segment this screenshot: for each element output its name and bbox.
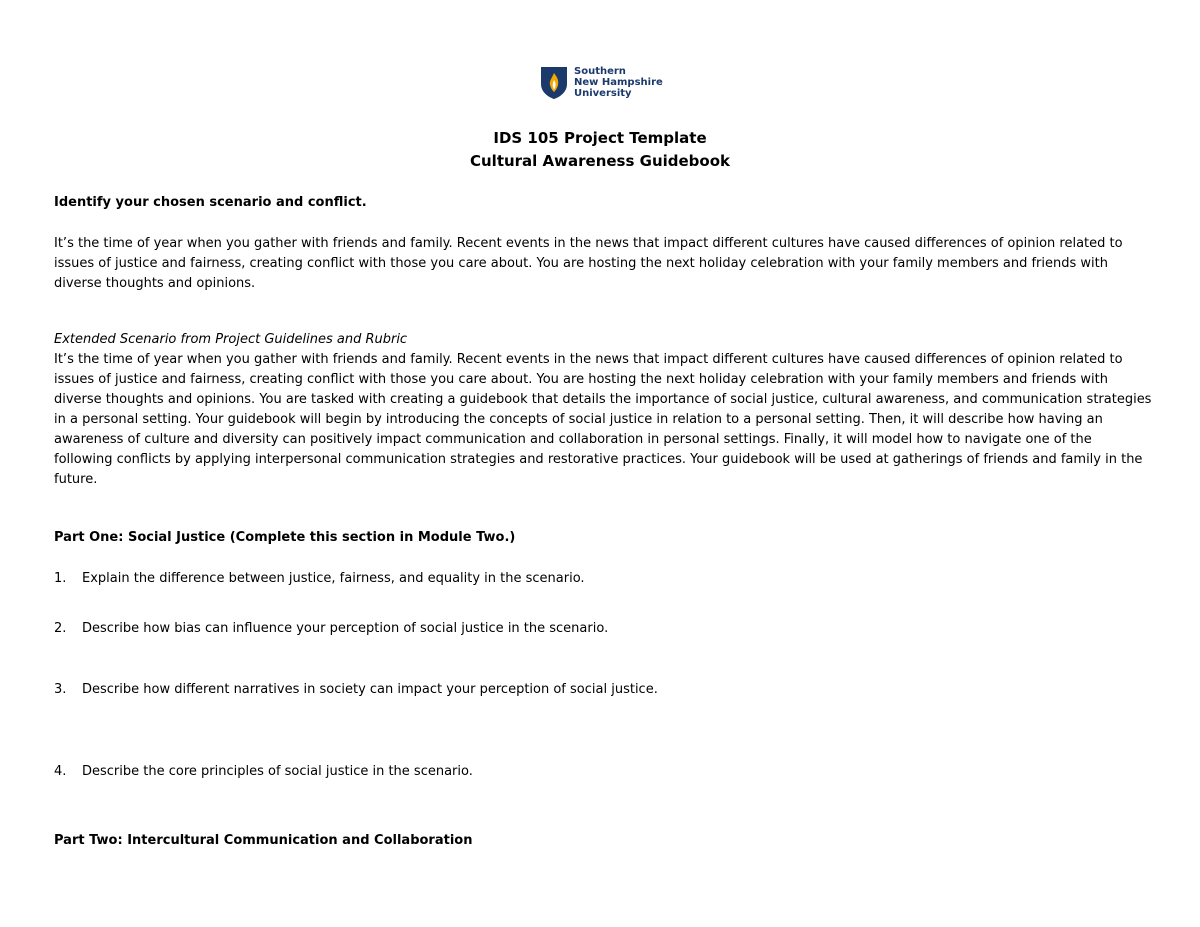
scenario-paragraph: It’s the time of year when you gather with friends and family. Recent events in the news that impact different cultures have caused differences of opinion related to issues of justice and fairness, creating conflict with those you care about. You are hosting the next holiday celebration with your family members and friends with diverse thoughts and opinions. [54,236,1123,291]
list-item [54,569,585,589]
list-text: Explain the difference between justice, fairness, and equality in the scenario. [82,571,585,586]
snhu-logo [540,66,663,100]
extended-scenario-heading: Extended Scenario from Project Guidelines and Rubric [54,332,408,347]
list-text: Describe how different narratives in society can impact your perception of social justice. [82,682,658,697]
logo-line-3: University [574,88,632,99]
logo-line-2: New Hampshire [574,77,663,88]
shield-flame-icon [540,66,568,100]
list-number: 4. [54,764,67,779]
list-number: 2. [54,621,67,636]
logo-line-1: Southern [574,66,626,77]
part-two-heading: Part Two: Intercultural Communication and Collaboration [54,833,473,848]
list-text: Describe the core principles of social justice in the scenario. [82,764,473,779]
extended-scenario-paragraph: It’s the time of year when you gather with friends and family. Recent events in the news that impact different cultures have caused differences of opinion related to issues of justice and fairness, creating conflict with those you care about. You are hosting the next holiday celebration with your family members and friends with diverse thoughts and opinions. You are tasked with creating a guidebook that details the importance of social justice, cultural awareness, and communication strategies in a personal setting. Your guidebook will begin by introducing the concepts of social justice in relation to a personal setting. Then, it will describe how having an awareness of culture and diversity can positively impact communication and collaboration in personal settings. Finally, it will model how to navigate one of the following conflicts by applying interpersonal communication strategies and restorative practices. Your guidebook will be used at gatherings of friends and family in the future. [54,352,1152,487]
page-subtitle: Cultural Awareness Guidebook [469,152,731,170]
list-number: 3. [54,682,67,697]
scenario-heading: Identify your chosen scenario and conflict. [54,195,367,210]
list-item [54,619,608,639]
list-item [54,680,658,700]
page-title: IDS 105 Project Template [493,129,707,147]
document-title [0,127,1200,173]
list-number: 1. [54,571,67,586]
list-text: Describe how bias can influence your perception of social justice in the scenario. [82,621,609,636]
list-item [54,762,473,782]
logo-wordmark [574,66,663,99]
part-one-heading: Part One: Social Justice (Complete this section in Module Two.) [54,530,516,545]
